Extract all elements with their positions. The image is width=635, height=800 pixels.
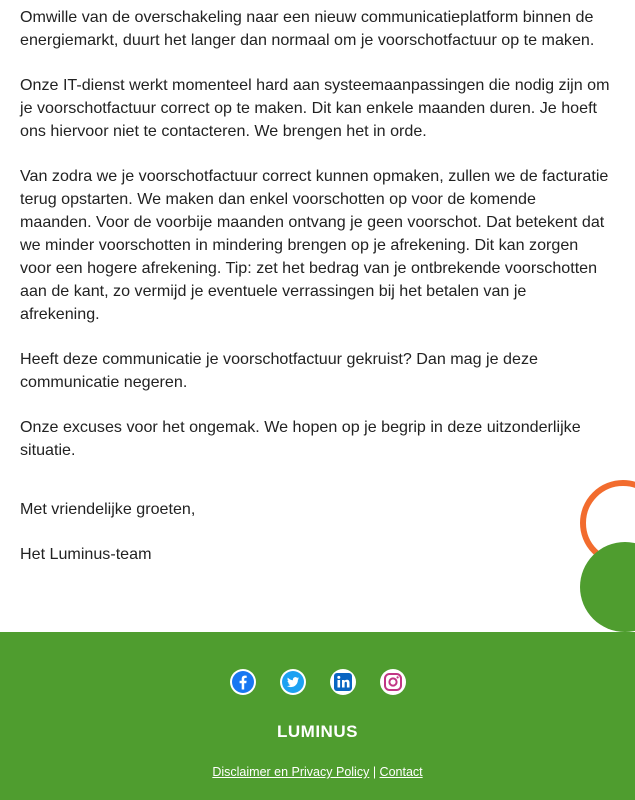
footer-links [0, 765, 635, 779]
paragraph-delay: Omwille van de overschakeling naar een nieuw communicatieplatform binnen de energiemarkt, duurt het langer dan normaal om je voorschotfactuur op te maken. [20, 8, 595, 49]
social-links [0, 669, 635, 695]
closing-greeting: Met vriendelijke groeten, [20, 500, 196, 518]
facebook-icon[interactable] [230, 669, 256, 695]
email-body [20, 6, 610, 588]
footer [0, 632, 635, 800]
linkedin-icon[interactable] [330, 669, 356, 695]
signature: Het Luminus-team [20, 545, 152, 563]
paragraph-apology: Onze excuses voor het ongemak. We hopen op je begrip in deze uitzonderlijke situatie. [20, 418, 581, 459]
brand-name: LUMINUS [277, 722, 358, 741]
twitter-icon[interactable] [280, 669, 306, 695]
disclaimer-privacy-link[interactable]: Disclaimer en Privacy Policy [212, 765, 370, 779]
link-separator: | [372, 765, 377, 779]
paragraph-ignore-notice: Heeft deze communicatie je voorschotfactuur gekruist? Dan mag je deze communicatie negeren. [20, 350, 538, 391]
paragraph-billing-restart: Van zodra we je voorschotfactuur correct kunnen opmaken, zullen we de facturatie terug opstarten. We maken dan enkel voorschotten op voor de komende maanden. Voor de voorbije maanden ontvang je geen voorschot. Dat betekent dat we minder voorschotten in mindering brengen op je afrekening. Dit kan zorgen voor een hogere afrekening. Tip: zet het bedrag van je ontbrekende voorschotten aan de kant, zo vermijd je eventuele verrassingen bij het betalen van je afrekening. [20, 167, 609, 323]
paragraph-it-service: Onze IT-dienst werkt momenteel hard aan systeemaanpassingen die nodig zijn om je voorschotfactuur correct op te maken. Dit kan enkele maanden duren. Je hoeft ons hiervoor niet te contacteren. We brengen het in orde. [20, 76, 610, 140]
instagram-icon[interactable] [380, 669, 406, 695]
contact-link[interactable]: Contact [379, 765, 423, 779]
